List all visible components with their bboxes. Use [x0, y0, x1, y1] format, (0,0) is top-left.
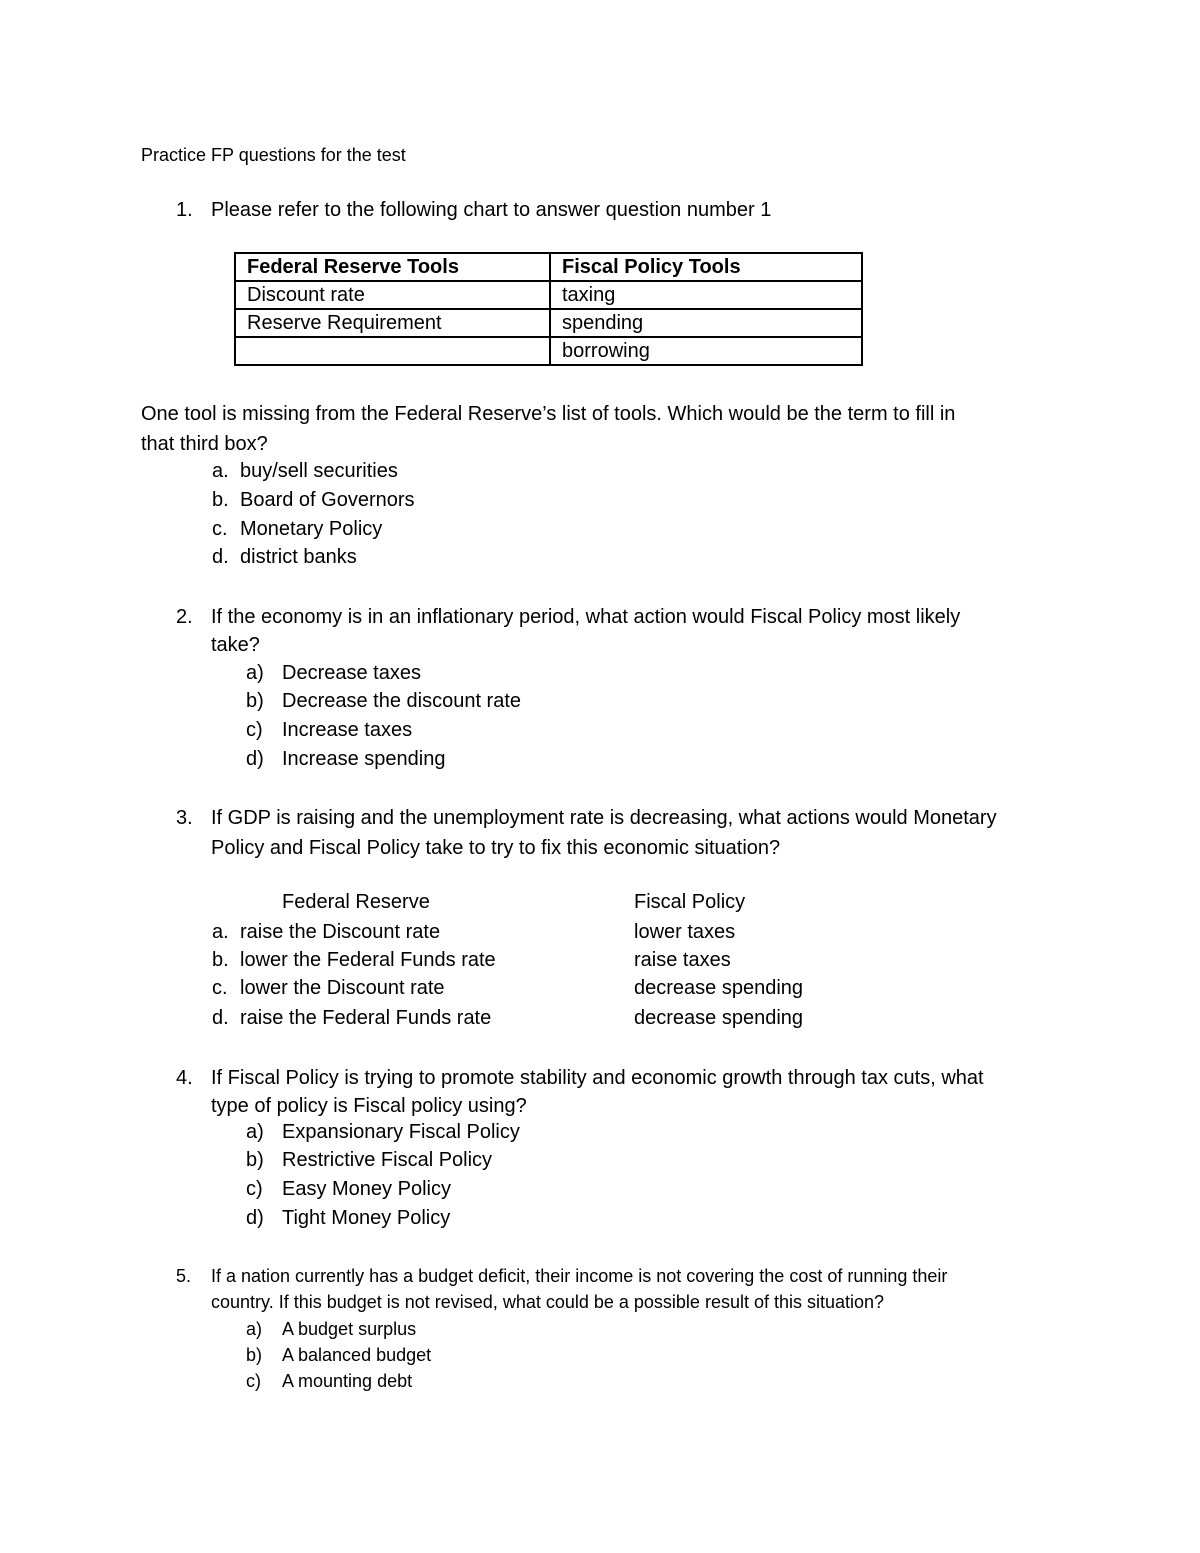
- table-cell: spending: [550, 309, 862, 337]
- table-header-row: [235, 253, 862, 281]
- table-row: [235, 309, 862, 337]
- option-letter: c): [246, 719, 263, 741]
- table-header-cell: Fiscal Policy Tools: [550, 253, 862, 281]
- option-text: Increase taxes: [282, 719, 413, 741]
- option-text: Increase spending: [282, 748, 446, 770]
- option-text: Restrictive Fiscal Policy: [282, 1149, 493, 1171]
- question-number: 3.: [176, 807, 193, 829]
- option-text: Tight Money Policy: [282, 1207, 451, 1229]
- option-letter: d.: [212, 546, 229, 568]
- option-text: Decrease taxes: [282, 662, 421, 684]
- option-text: buy/sell securities: [240, 460, 398, 482]
- option-text: Board of Governors: [240, 489, 415, 511]
- question-text: One tool is missing from the Federal Reserve’s list of tools. Which would be the term to fill in: [141, 403, 956, 425]
- table-cell: taxing: [550, 281, 862, 309]
- option-text: district banks: [240, 546, 357, 568]
- option-fed-action: lower the Discount rate: [240, 977, 445, 999]
- option-fed-action: raise the Federal Funds rate: [240, 1007, 492, 1029]
- question-text: If GDP is raising and the unemployment rate is decreasing, what actions would Monetary: [211, 807, 997, 829]
- option-text: A budget surplus: [282, 1319, 417, 1339]
- option-letter: c): [246, 1178, 263, 1200]
- option-fiscal-action: raise taxes: [634, 949, 731, 971]
- table-row: [235, 337, 862, 365]
- table-header-cell: Federal Reserve Tools: [235, 253, 550, 281]
- option-letter: b.: [212, 489, 229, 511]
- question-prompt: Please refer to the following chart to answer question number 1: [211, 199, 772, 221]
- option-text: Easy Money Policy: [282, 1178, 451, 1200]
- table-cell: Reserve Requirement: [235, 309, 550, 337]
- question-text: Policy and Fiscal Policy take to try to fix this economic situation?: [211, 837, 781, 859]
- table-cell: Discount rate: [235, 281, 550, 309]
- option-letter: c): [246, 1371, 261, 1391]
- column-header-fiscal: Fiscal Policy: [634, 891, 746, 913]
- option-text: Expansionary Fiscal Policy: [282, 1121, 520, 1143]
- option-letter: a): [246, 1319, 263, 1339]
- option-letter: d): [246, 1207, 264, 1229]
- option-letter: a.: [212, 460, 229, 482]
- option-text: A balanced budget: [282, 1345, 432, 1365]
- option-letter: a): [246, 1121, 264, 1143]
- question-text: If Fiscal Policy is trying to promote stability and economic growth through tax cuts, what: [211, 1067, 984, 1089]
- option-letter: c.: [212, 977, 228, 999]
- question-number: 5.: [176, 1266, 192, 1286]
- question-text: If a nation currently has a budget deficit, their income is not covering the cost of running their: [211, 1266, 948, 1286]
- question-text: type of policy is Fiscal policy using?: [211, 1095, 527, 1117]
- option-fiscal-action: decrease spending: [634, 977, 804, 999]
- question-text: If the economy is in an inflationary period, what action would Fiscal Policy most likely: [211, 606, 961, 628]
- question-number: 1.: [176, 199, 193, 221]
- column-header-fed: Federal Reserve: [282, 891, 430, 913]
- option-letter: b): [246, 1345, 263, 1365]
- option-letter: b): [246, 1149, 264, 1171]
- option-letter: c.: [212, 518, 228, 540]
- option-fiscal-action: lower taxes: [634, 921, 736, 943]
- option-letter: a.: [212, 921, 229, 943]
- option-text: A mounting debt: [282, 1371, 413, 1391]
- question-text: take?: [211, 634, 260, 656]
- document-title: Practice FP questions for the test: [141, 145, 406, 165]
- option-fed-action: raise the Discount rate: [240, 921, 441, 943]
- table-cell: borrowing: [550, 337, 862, 365]
- option-letter: b): [246, 690, 264, 712]
- option-fiscal-action: decrease spending: [634, 1007, 804, 1029]
- question-text: that third box?: [141, 433, 268, 455]
- option-text: Monetary Policy: [240, 518, 383, 540]
- table-row: [235, 281, 862, 309]
- option-letter: b.: [212, 949, 229, 971]
- option-fed-action: lower the Federal Funds rate: [240, 949, 496, 971]
- question-number: 4.: [176, 1067, 193, 1089]
- option-text: Decrease the discount rate: [282, 690, 522, 712]
- option-letter: d): [246, 748, 264, 770]
- question-text: country. If this budget is not revised, what could be a possible result of this situation?: [211, 1292, 885, 1312]
- option-letter: a): [246, 662, 264, 684]
- question-number: 2.: [176, 606, 193, 628]
- tools-table: [234, 252, 863, 366]
- table-cell-empty: [235, 337, 550, 365]
- option-letter: d.: [212, 1007, 229, 1029]
